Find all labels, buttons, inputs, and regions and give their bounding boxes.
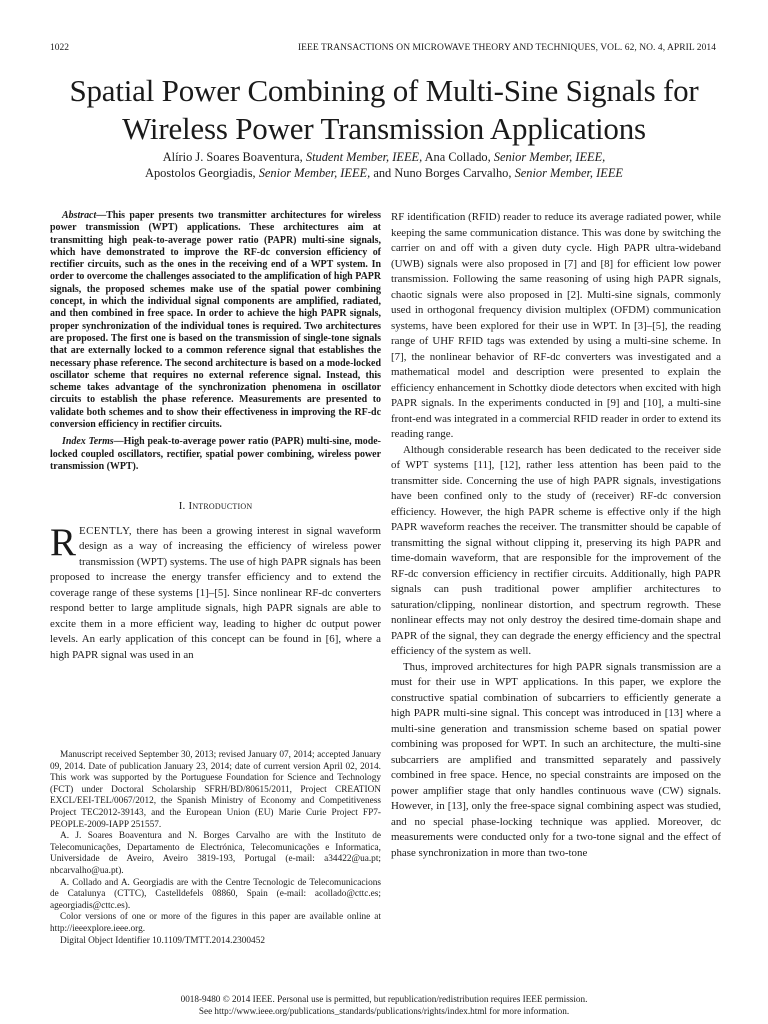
abstract-text: —This paper presents two transmitter architectures for wireless power transmission (WPT) applications. These architectures aim at transmitting high peak-to-average power ratio (PAPR) multi-sine signals, which have demonstrated to improve the RF-dc conversion efficiency of rectifier circuits, such as the ones in the receiving end of a WPT system. In order to overcome the challenges associated to the amplification of high PAPR signals, the proposed schemes make use of the spatial power combining concept, in which the individual signal components are amplified, radiated, and then combined in free space. In order to achieve the high PAPR signals, proper synchronization of the individual tones is required. Two architectures are proposed. The first one is based on the transmission of single-tone signals that are externally locked to a common reference signal that establishes the necessary phase reference. The second architecture is based on a mode-locked oscillator scheme that requires no external reference signal. Instead, this scheme takes advantage of the synchronization phenomena in oscillator circuits to establish the phase reference. Measurements are presented to validate both schemes and to show their effectiveness in improving the RF-dc conversion efficiency in rectifier circuits. — [50, 210, 381, 431]
body-paragraph: Although considerable research has been dedicated to the receiver side of WPT systems [11], [12], rather less attention has been paid to the transmitter side. Concerning the use of high PAPR signals, investigations have been confined only to the study of (receiver) RF-dc conversion efficiency. However, the high PAPR scheme is effective only if the high PAPR waveform reaches the receiver. The transmitter should be capable of transmitting the signal without clipping it, preserving its high PAPR and time-domain waveform, that are responsible for the improvement of the RF-dc conversion efficiency in rectifier circuits. Additionally, high PAPR signals can push traditional power amplifier architectures to saturation/clipping, nonlinear distortion, and spectrum regrowth. These nonlinear effects may not only destroy the desired time-domain shape and PAPR of the signal, they can degrade the energy efficiency and the spectral efficiency of the system as well. — [391, 443, 721, 657]
footnote-manuscript: Manuscript received September 30, 2013; revised January 07, 2014; accepted January 09, 2014. Date of publication January 23, 2014; date of current version April 02, 2014. This work was supported by the Portuguese Foundation for Science and Technology (FCT) under Doctoral Scholarship SFRH/BD/80615/2011, Project CREATION EXCL/EEI-TEL/0067/2012, the Spanish Ministry of Economy and Competitiveness Project TEC2012-39143, and the European Union (EU) Marie Curie Project FP7-PEOPLE-2009-IAPP 251557. — [50, 750, 381, 830]
index-terms-label: Index Terms — [62, 436, 114, 448]
author-conjunction: and — [373, 165, 392, 180]
author-membership: Senior Member, IEEE, — [493, 150, 606, 164]
page-number: 1022 — [50, 43, 69, 53]
footnote-affiliation-cttc: A. Collado and A. Georgiadis are with the Centre Tecnologic de Telecomunicacions de Catalunya (CTTC), Castelldefels 08860, Spain (e-mail: acollado@cttc.es; ageorgiadis@cttc.es). — [50, 877, 381, 911]
running-header — [50, 43, 716, 57]
footnote-color-versions: Color versions of one or more of the figures in this paper are available online at http://ieeexplore.ieee.org. — [50, 912, 381, 934]
title-line-1: Spatial Power Combining of Multi-Sine Signals for — [69, 73, 699, 108]
footnote-doi: Digital Object Identifier 10.1109/TMTT.2014.2300452 — [60, 935, 266, 946]
body-paragraph: Thus, improved architectures for high PAPR signals transmission are a must for their use in WPT applications. In this paper, we explore the constructive spatial combination of subcarriers to efficiently generate a high PAPR multi-sine signal. This concept was introduced in [13] where a multi-sine generation and transmission scheme based on spatial power combining was proposed for WPT. In such an architecture, the multi-sine subcarriers are amplified and transmitted separately and passively combined in free space. Hence, no special constraints are imposed on the power amplifier stage that only handles continuous wave (CW) signals. However, in [13], only the free-space signal combining aspect was studied, and no special phase-locking technique was applied. Moreover, dc measurements were conducted only for a two-tone signal and the effect of phase synchronization in more than two-tone — [391, 660, 721, 859]
author-name: Ana Collado, — [424, 150, 491, 164]
author-name: Nuno Borges Carvalho, — [394, 165, 512, 180]
footnotes — [50, 750, 381, 947]
drop-cap: R — [50, 520, 77, 564]
section-title: Introduction — [188, 500, 253, 513]
author-membership: Senior Member, IEEE, — [258, 165, 371, 180]
right-column — [391, 210, 721, 861]
author-membership: Senior Member, IEEE — [514, 165, 623, 180]
author-name: Alírio J. Soares Boaventura, — [162, 150, 303, 164]
left-column — [50, 210, 381, 663]
footnote-affiliation-aveiro: A. J. Soares Boaventura and N. Borges Carvalho are with the Instituto de Telecomunicações, Departamento de Electrónica, Telecomunicações e Informatica, Universidade de Aveiro, Aveiro 3819-193, Portugal (e-mail: a34422@ua.pt; nbcarvalho@ua.pt). — [50, 831, 381, 876]
journal-header: IEEE TRANSACTIONS ON MICROWAVE THEORY AND TECHNIQUES, VOL. 62, NO. 4, APRIL 2014 — [297, 43, 716, 53]
copyright-footer — [40, 993, 728, 1017]
title-line-2: Wireless Power Transmission Applications — [122, 111, 646, 146]
body-paragraph: RF identification (RFID) reader to reduce its average radiated power, while keeping the same communication distance. This was done by switching the carrier on and off with a given duty cycle. High PAPR ultra-wideband (UWB) signals were also proposed in [7] and [8] for efficient low power transmission. Following the same reasoning of using high PAPR signals, chaotic signals were also proposed in [2]. Multi-sine signals, commonly used in orthogonal frequency division multiplex (OFDM) communication systems, have been explored for their use in WPT. In [3]–[5], the reading range of UHF RFID tags was extended by using a multi-sine scheme. In [7], the nonlinear behavior of RF-dc converters was investigated and a mathematical model and description were presented to explain the efficiency enhancement in Schottky diode detectors when excited with high PAPR signals. In the experiments conducted in [9] and [10], a multi-sine front-end was integrated in a commercial RFID reader in order to extend its reading range. — [391, 211, 721, 440]
intro-lead-word: ECENTLY, — [79, 524, 133, 537]
index-terms — [50, 436, 381, 473]
permissions-line: See http://www.ieee.org/publications_standards/publications/rights/index.html for more information. — [198, 1006, 570, 1016]
author-line-2 — [40, 166, 728, 182]
intro-text: there has been a growing interest in signal waveform design as a way of increasing the efficiency of wireless power transmission (WPT) systems. The use of high PAPR signals has been proposed to increase the energy transfer efficiency and to extend the coverage range of these systems [1]–[5]. Since nonlinear RF-dc converters respond better to large amplitude signals, high PAPR signals are able to excite them in a more efficient way, leading to higher dc output power levels. An early application of this concept can be found in [6], where a high PAPR signal was used in an — [50, 524, 381, 661]
author-membership: Student Member, IEEE, — [305, 150, 423, 164]
section-heading-introduction — [50, 499, 381, 515]
section-number: I. — [178, 500, 186, 513]
index-terms-text: —High peak-to-average power ratio (PAPR) multi-sine, mode-locked coupled oscillators, rectifier, spatial power combining, wireless power transmission (WPT). — [50, 436, 381, 472]
abstract — [50, 210, 381, 431]
author-line-1 — [40, 150, 728, 166]
paper-title — [40, 72, 728, 148]
author-list — [40, 150, 728, 181]
intro-paragraph — [50, 520, 381, 664]
abstract-label: Abstract — [62, 210, 97, 221]
author-name: Apostolos Georgiadis, — [145, 165, 256, 180]
copyright-line: 0018-9480 © 2014 IEEE. Personal use is permitted, but republication/redistribution requires IEEE permission. — [180, 994, 588, 1004]
